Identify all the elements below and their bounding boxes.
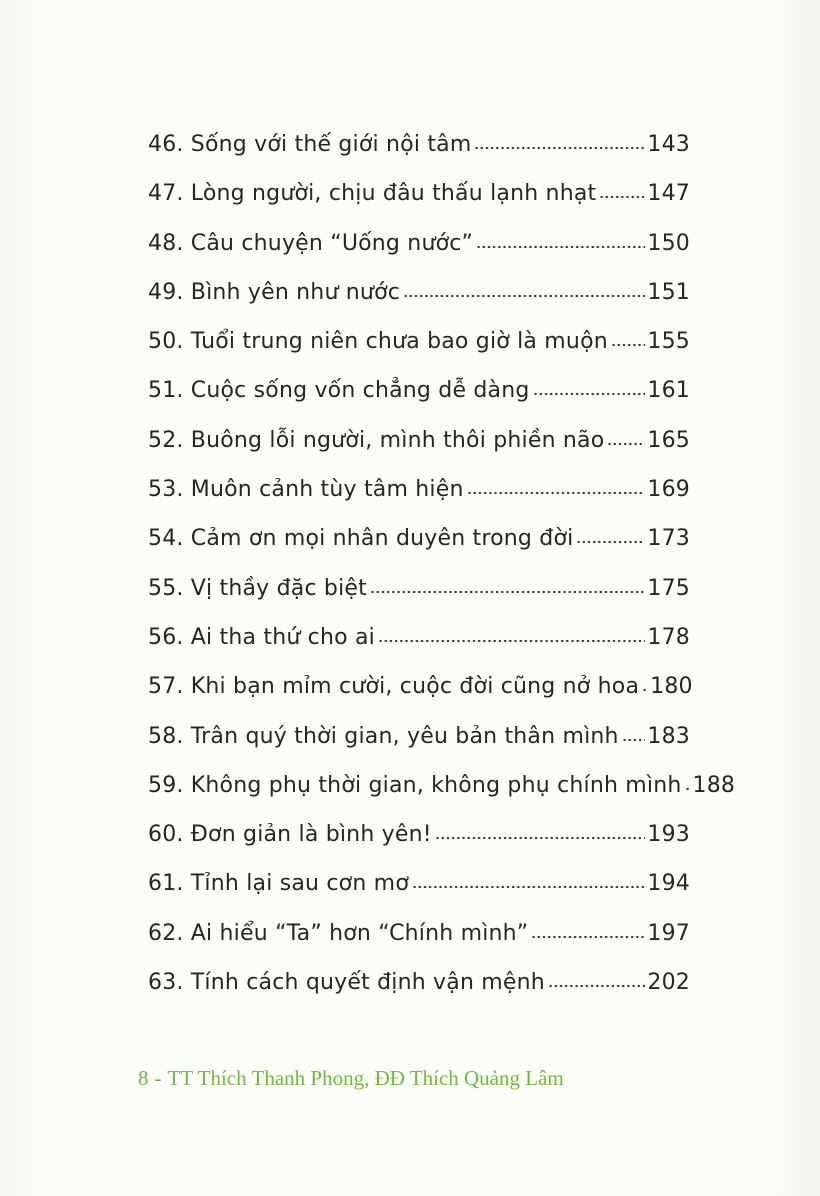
toc-entry-title: 46. Sống với thế giới nội tâm [148,132,472,157]
toc-entry [148,477,690,526]
toc-dot-leader [611,343,646,347]
toc-entry-title: 51. Cuộc sống vốn chẳng dễ dàng [148,378,530,404]
toc-entry-page-number: 183 [647,723,690,749]
toc-dot-leader [576,540,645,544]
toc-dot-leader [474,146,645,150]
toc-entry [148,822,690,871]
toc-entry-page-number: 194 [647,871,690,897]
toc-entry-title: 54. Cảm ơn mọi nhân duyên trong đời [148,526,574,552]
toc-entry-title: 62. Ai hiểu “Ta” hơn “Chính mình” [148,920,529,946]
toc-dot-leader [370,590,645,594]
toc-entry-title: 52. Buông lỗi người, mình thôi phiền não [148,427,605,453]
toc-dot-leader [622,738,646,742]
toc-entry [148,378,690,427]
toc-entry [148,772,736,822]
toc-entry [148,280,690,329]
toc-entry-title: 63. Tính cách quyết định vận mệnh [148,970,545,996]
toc-entry [148,526,690,575]
toc-entry-page-number: 151 [647,279,690,305]
toc-entry-page-number: 173 [647,526,690,552]
toc-dot-leader [531,935,645,939]
toc-entry-title: 60. Đơn giản là bình yên! [148,822,432,848]
toc-entry-page-number: 188 [692,772,736,798]
toc-entry-title: 50. Tuổi trung niên chưa bao giờ là muộn [148,329,608,355]
toc-dot-leader [533,392,646,396]
toc-entry-page-number: 178 [647,624,690,650]
toc-entry-page-number: 180 [650,674,693,700]
toc-entry [148,428,690,477]
toc-entry-page-number: 150 [647,230,690,256]
toc-entry [148,724,690,773]
toc-dot-leader [476,245,645,249]
toc-entry-title: 48. Câu chuyện “Uống nước” [148,230,474,256]
toc-entry-page-number: 155 [647,329,690,355]
footer-authors: TT Thích Thanh Phong, ĐĐ Thích Quảng Lâm [167,1066,564,1090]
toc-entry [148,181,690,230]
toc-entry-title: 56. Ai tha thứ cho ai [148,624,375,650]
footer-separator: - [154,1066,162,1090]
toc-entry [148,970,690,1019]
toc-entry [148,329,690,378]
toc-entry-page-number: 197 [647,920,690,946]
toc-entry-page-number: 165 [647,427,690,453]
toc-entry-title: 53. Muôn cảnh tùy tâm hiện [148,477,464,503]
toc-dot-leader [467,491,646,495]
toc-entry-title: 59. Không phụ thời gian, không phụ chính mình [148,772,682,798]
toc-entry-page-number: 169 [647,477,690,503]
toc-entry [148,871,690,920]
footer-page-number: 8 [138,1066,149,1090]
toc-entry [148,576,690,625]
toc-dot-leader [642,688,648,692]
toc-entry-title: 47. Lòng người, chịu đâu thấu lạnh nhạt [148,181,597,207]
toc-entry-page-number: 202 [647,970,690,996]
toc-dot-leader [412,885,645,889]
toc-dot-leader [607,442,645,446]
table-of-contents [148,132,736,1019]
toc-entry-page-number: 175 [647,575,690,601]
toc-entry-page-number: 147 [647,181,690,207]
toc-entry-title: 55. Vị thầy đặc biệt [148,575,367,601]
toc-dot-leader [599,195,645,199]
toc-entry-page-number: 143 [647,132,690,157]
toc-entry [148,921,690,970]
toc-dot-leader [548,984,645,988]
toc-dot-leader [435,836,646,840]
toc-entry [148,674,693,723]
toc-entry [148,231,690,280]
toc-entry-title: 49. Bình yên như nước [148,279,401,305]
toc-dot-leader [378,639,645,643]
toc-dot-leader [403,294,645,298]
toc-entry [148,132,690,181]
toc-entry [148,625,690,674]
toc-entry-page-number: 161 [647,378,690,404]
toc-entry-title: 61. Tỉnh lại sau cơn mơ [148,871,409,897]
toc-entry-title: 57. Khi bạn mỉm cười, cuộc đời cũng nở hoa [148,674,640,700]
toc-dot-leader [685,787,691,791]
page-footer [138,1066,564,1091]
toc-entry-page-number: 193 [647,822,690,848]
toc-entry-title: 58. Trân quý thời gian, yêu bản thân mình [148,723,619,749]
